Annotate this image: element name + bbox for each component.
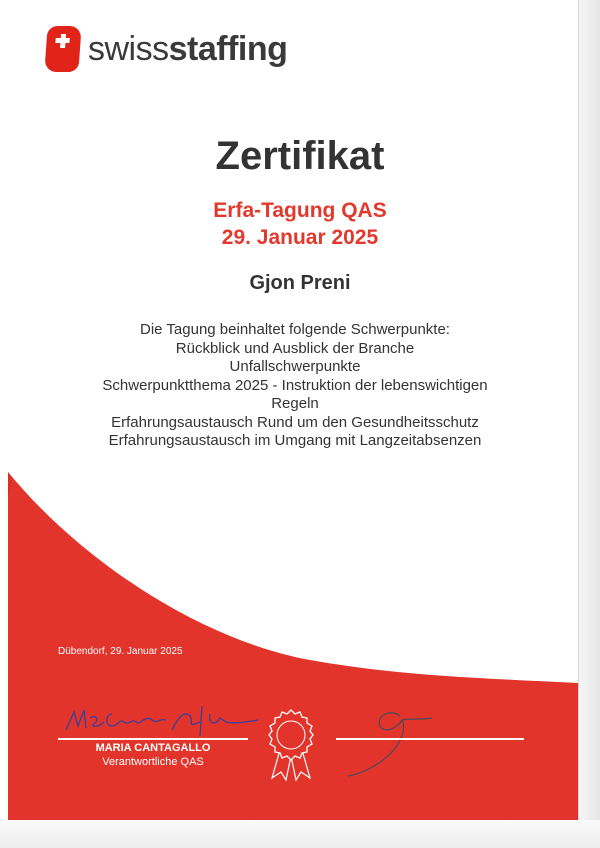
brand-name-light: swiss [88, 29, 169, 68]
place-and-date: Dübendorf, 29. Januar 2025 [58, 646, 183, 657]
topic-item: Erfahrungsaustausch Rund um den Gesundheitsschutz [111, 413, 479, 431]
topic-item: Unfallschwerpunkte [229, 358, 361, 375]
event-name: Erfa-Tagung QAS [213, 199, 387, 222]
rosette-seal-icon [262, 706, 320, 782]
participant-name: Gjon Preni [249, 272, 351, 294]
topic-item: Erfahrungsaustausch im Umgang mit Langzeitabsenzen [108, 432, 482, 449]
event-date: 29. Januar 2025 [221, 226, 379, 249]
topics-intro: Die Tagung beinhaltet folgende Schwerpunkte: [140, 321, 450, 338]
signature-line-left [58, 738, 248, 740]
brand-name-bold: staffing [168, 29, 288, 68]
topic-item: Regeln [271, 395, 319, 412]
signature-line-right [336, 738, 524, 740]
signer-role: Verantwortliche QAS [102, 756, 204, 768]
scan-edge-bottom [0, 820, 600, 848]
signer-name: MARIA CANTAGALLO [95, 742, 211, 754]
topic-item: Schwerpunktthema 2025 - Instruktion der lebenswichtigen [102, 376, 488, 394]
certificate-title: Zertifikat [215, 134, 385, 178]
topic-item: Rückblick und Ausblick der Branche [175, 339, 415, 357]
